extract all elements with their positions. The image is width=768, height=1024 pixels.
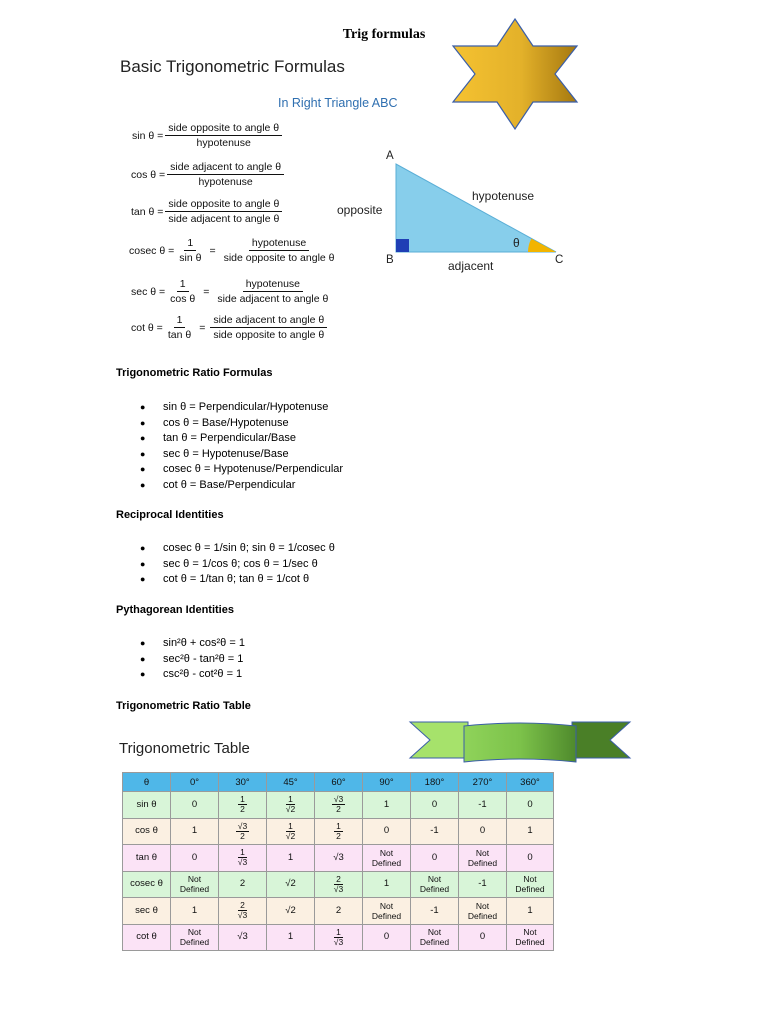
table-cell: $\frac{1}{√2}$ xyxy=(267,818,315,845)
table-cell: 1 xyxy=(171,898,219,925)
table-cell: Not Defined xyxy=(507,924,554,951)
table-cell: -1 xyxy=(411,898,459,925)
table-cell: Not Defined xyxy=(411,871,459,898)
document-title: Trig formulas xyxy=(342,27,426,42)
header-cell: 60° xyxy=(315,773,363,792)
table-row xyxy=(123,792,554,819)
formula-cosec: cosec θ = $\frac{1}{\text{sin θ}}$ = $\frac{\text{hypotenuse}}{\text{side opposite to angle θ}}$ xyxy=(129,237,335,264)
list-item: ● sec θ = 1/cos θ; cos θ = 1/sec θ xyxy=(140,557,318,570)
hypotenuse-label: hypotenuse xyxy=(472,189,535,203)
table-cell: -1 xyxy=(411,818,459,845)
row-label-cell: cos θ xyxy=(123,818,171,845)
table-cell: √2 xyxy=(267,898,315,925)
table-cell: 0 xyxy=(507,792,554,819)
formula-sin: sin θ = $\frac{\text{side opposite to angle θ}}{\text{hypotenuse}}$ xyxy=(132,122,284,149)
list-item: ● cos θ = Base/Hypotenuse xyxy=(140,416,289,429)
angle-theta-label: θ xyxy=(513,236,520,250)
table-cell: 0 xyxy=(171,845,219,872)
table-cell: Not Defined xyxy=(363,898,411,925)
table-row xyxy=(123,924,554,951)
table-cell: -1 xyxy=(459,792,507,819)
row-label-cell: sec θ xyxy=(123,898,171,925)
table-cell: 0 xyxy=(171,792,219,819)
table-cell: √3 xyxy=(219,924,267,951)
table-cell: 2 xyxy=(219,871,267,898)
table-cell: 1 xyxy=(507,898,554,925)
table-cell: √2 xyxy=(267,871,315,898)
list-item: ● csc²θ - cot²θ = 1 xyxy=(140,668,243,680)
row-label-cell: cosec θ xyxy=(123,871,171,898)
header-cell: θ xyxy=(123,773,171,792)
table-cell: $\frac{2}{√3}$ xyxy=(315,871,363,898)
list-item: ● sin²θ + cos²θ = 1 xyxy=(140,637,245,649)
table-cell: 1 xyxy=(363,871,411,898)
table-row xyxy=(123,818,554,845)
table-row xyxy=(123,871,554,898)
table-cell: $\frac{1}{√3}$ xyxy=(219,845,267,872)
table-cell: $\frac{√3}{2}$ xyxy=(219,818,267,845)
list-item: ● cot θ = Base/Perpendicular xyxy=(140,478,296,491)
right-triangle-diagram xyxy=(390,160,560,260)
table-cell: 0 xyxy=(459,818,507,845)
table-cell: 0 xyxy=(459,924,507,951)
header-cell: 270° xyxy=(459,773,507,792)
list-item: ● cosec θ = 1/sin θ; sin θ = 1/cosec θ xyxy=(140,542,335,554)
star-decoration xyxy=(450,18,580,130)
formula-cot: cot θ = $\frac{1}{\text{tan θ}}$ = $\frac{\text{side adjacent to angle θ}}{\text{side opposite to angle θ}}$ xyxy=(131,314,329,341)
list-item: ● sec²θ - tan²θ = 1 xyxy=(140,652,244,665)
table-cell: 0 xyxy=(507,845,554,872)
table-cell: Not Defined xyxy=(459,898,507,925)
triangle-shape xyxy=(396,164,556,252)
table-cell: Not Defined xyxy=(171,924,219,951)
table-cell: Not Defined xyxy=(171,871,219,898)
section-heading-pythagorean: Pythagorean Identities xyxy=(116,604,234,616)
vertex-b-label: B xyxy=(386,254,394,266)
ribbon-decoration xyxy=(408,718,632,766)
table-cell: 2 xyxy=(315,898,363,925)
table-cell: Not Defined xyxy=(459,845,507,872)
table-cell: $\frac{1}{2}$ xyxy=(219,792,267,819)
list-item: ● cosec θ = Hypotenuse/Perpendicular xyxy=(140,463,344,475)
section-heading-ratio-table: Trigonometric Ratio Table xyxy=(116,700,251,712)
list-item: ● cot θ = 1/tan θ; tan θ = 1/cot θ xyxy=(140,573,310,585)
table-cell: $\frac{2}{√3}$ xyxy=(219,898,267,925)
header-cell: 180° xyxy=(411,773,459,792)
figure-title: Basic Trigonometric Formulas xyxy=(120,57,345,76)
table-row xyxy=(123,898,554,925)
list-item: ● tan θ = Perpendicular/Base xyxy=(140,432,297,444)
reciprocal-list xyxy=(140,541,335,588)
formula-cos: cos θ = $\frac{\text{side adjacent to angle θ}}{\text{hypotenuse}}$ xyxy=(131,161,286,188)
figure-subtitle: In Right Triangle ABC xyxy=(278,96,398,110)
list-item: ● sec θ = Hypotenuse/Base xyxy=(140,447,289,460)
angle-marker xyxy=(528,239,556,252)
row-label-cell: tan θ xyxy=(123,845,171,872)
table-cell: 0 xyxy=(411,845,459,872)
section-heading-reciprocal: Reciprocal Identities xyxy=(116,509,224,521)
table-cell: Not Defined xyxy=(363,845,411,872)
header-cell: 45° xyxy=(267,773,315,792)
row-label-cell: cot θ xyxy=(123,924,171,951)
list-item: ● sin θ = Perpendicular/Hypotenuse xyxy=(140,401,329,413)
header-cell: 360° xyxy=(507,773,554,792)
table-cell: $\frac{√3}{2}$ xyxy=(315,792,363,819)
table-row xyxy=(123,845,554,872)
trig-ratio-table xyxy=(122,772,554,951)
header-cell: 90° xyxy=(363,773,411,792)
ratio-formulas-list xyxy=(140,400,343,493)
table-cell: Not Defined xyxy=(507,871,554,898)
table-cell: 1 xyxy=(507,818,554,845)
table-cell: 0 xyxy=(363,924,411,951)
table-cell: √3 xyxy=(315,845,363,872)
table-cell: 1 xyxy=(171,818,219,845)
formula-sec: sec θ = $\frac{1}{\text{cos θ}}$ = $\frac{\text{hypotenuse}}{\text{side adjacent to angle θ}}$ xyxy=(131,278,329,305)
section-heading-ratio-formulas: Trigonometric Ratio Formulas xyxy=(116,367,273,379)
table-cell: 1 xyxy=(363,792,411,819)
table-cell: $\frac{1}{√2}$ xyxy=(267,792,315,819)
table-cell: 0 xyxy=(363,818,411,845)
table-cell: 1 xyxy=(267,924,315,951)
table-cell: $\frac{1}{√3}$ xyxy=(315,924,363,951)
formula-tan: tan θ = $\frac{\text{side opposite to angle θ}}{\text{side adjacent to angle θ}}$ xyxy=(131,198,284,225)
table-title: Trigonometric Table xyxy=(119,740,250,757)
table-cell: -1 xyxy=(459,871,507,898)
adjacent-label: adjacent xyxy=(448,259,494,273)
opposite-label: opposite xyxy=(337,203,383,217)
vertex-a-label: A xyxy=(386,150,394,162)
row-label-cell: sin θ xyxy=(123,792,171,819)
table-cell: 1 xyxy=(267,845,315,872)
header-cell: 0° xyxy=(171,773,219,792)
table-cell: $\frac{1}{2}$ xyxy=(315,818,363,845)
pythagorean-list xyxy=(140,636,245,683)
table-cell: Not Defined xyxy=(411,924,459,951)
table-cell: 0 xyxy=(411,792,459,819)
vertex-c-label: C xyxy=(555,254,564,266)
header-cell: 30° xyxy=(219,773,267,792)
right-angle-marker xyxy=(396,239,409,252)
table-header-row xyxy=(123,773,554,792)
